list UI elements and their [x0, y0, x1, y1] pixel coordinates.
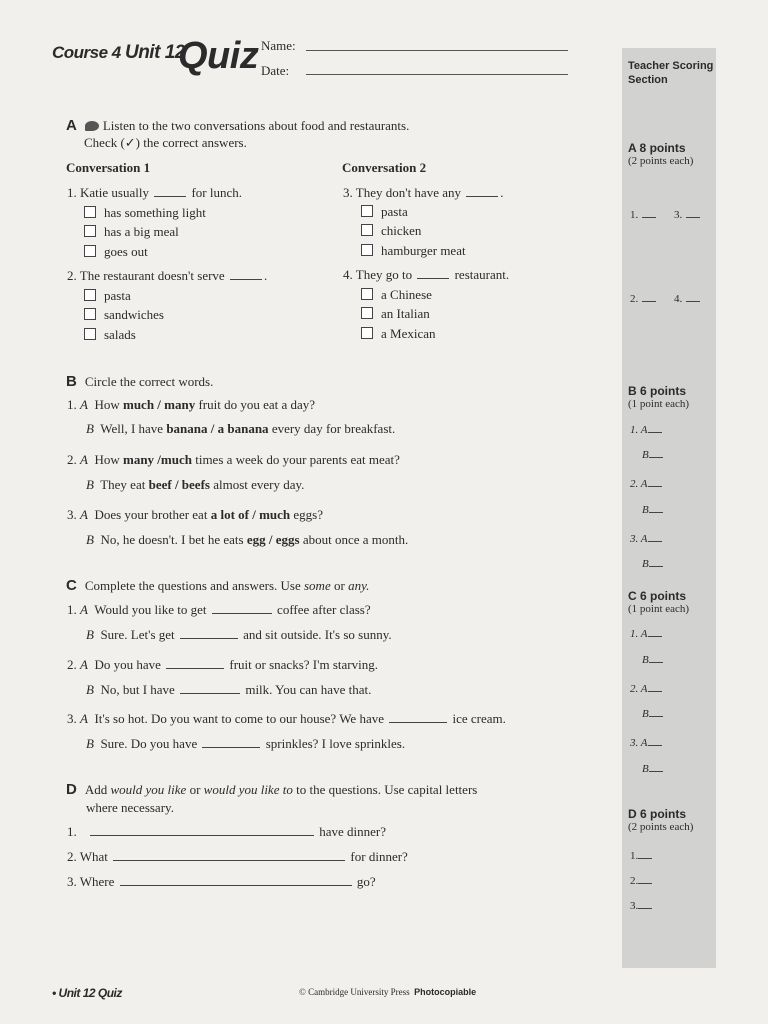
option-label: a Mexican — [381, 326, 436, 341]
score-c-2b[interactable] — [642, 708, 663, 720]
a-q1-option[interactable] — [84, 224, 179, 240]
checkbox[interactable] — [84, 289, 96, 301]
b-q1b-choice[interactable]: banana / a banana — [166, 421, 269, 436]
section-d-letter: D — [66, 781, 77, 798]
c-q2-num: 2. — [67, 657, 77, 672]
score-d-sub: (2 points each) — [628, 821, 694, 833]
b-q3a — [67, 507, 323, 523]
b-q2b-choice[interactable]: beef / beefs — [148, 477, 210, 492]
c-q2b — [86, 682, 371, 698]
section-a-line1: Listen to the two conversations about food and restaurants. — [102, 118, 410, 133]
c-q2a-pre: Do you have — [94, 657, 161, 672]
score-a-2-label: 2. — [630, 293, 639, 305]
option-label: salads — [104, 327, 136, 342]
conversation-1-heading: Conversation 1 — [66, 160, 151, 175]
a-q2 — [67, 268, 267, 284]
section-a-instruction — [66, 117, 409, 134]
b-q3b-post: about once a month. — [302, 532, 409, 547]
score-a-sub: (2 points each) — [628, 155, 694, 167]
speaker-b: B — [86, 736, 94, 751]
option-label: pasta — [381, 204, 408, 219]
b-q2-num: 2. — [67, 452, 77, 467]
a-q3 — [343, 185, 504, 201]
c-q3a-post: ice cream. — [452, 711, 506, 726]
a-q1-option[interactable] — [84, 205, 206, 221]
d-q1-blank[interactable] — [90, 825, 314, 836]
c-q1b — [86, 627, 392, 643]
a-q2-option[interactable] — [84, 327, 136, 343]
b-q3b — [86, 532, 408, 548]
a-q2-pre: 2. The restaurant doesn't serve — [67, 268, 225, 283]
option-label: has a big meal — [104, 224, 179, 239]
score-a-2[interactable] — [630, 293, 656, 305]
speaker-b: B — [86, 477, 94, 492]
speaker-a: A — [80, 397, 88, 412]
c-q3a — [67, 711, 506, 727]
d-q3-num: 3. — [67, 874, 77, 889]
section-c-instruction — [66, 577, 369, 594]
score-b-1b-label: B — [642, 449, 649, 461]
score-b-3a[interactable] — [630, 533, 662, 545]
c-q3b-blank[interactable] — [202, 737, 260, 748]
score-d-1[interactable] — [630, 850, 652, 862]
d-q2-post: for dinner? — [350, 849, 408, 864]
d-q2-pre: What — [79, 849, 108, 864]
checkbox[interactable] — [361, 224, 373, 236]
b-q1a-choice[interactable]: much / many — [122, 397, 196, 412]
b-q3b-pre: No, he doesn't. I bet he eats — [100, 532, 244, 547]
a-q3-option[interactable] — [361, 243, 466, 259]
score-c-head: C 6 points — [628, 589, 687, 603]
a-q4-post: restaurant. — [454, 267, 510, 282]
date-field[interactable] — [306, 74, 568, 75]
b-q1-num: 1. — [67, 397, 77, 412]
b-q3-num: 3. — [67, 507, 77, 522]
quiz-title: Quiz — [178, 35, 259, 77]
a-q3-blank — [466, 186, 498, 197]
b-q1a-pre: How — [94, 397, 120, 412]
d-q3-post: go? — [356, 874, 376, 889]
a-q4-blank — [417, 268, 449, 279]
course-label — [52, 42, 185, 64]
a-q3-post: . — [500, 185, 504, 200]
score-b-2b[interactable] — [642, 504, 663, 516]
b-q2a — [67, 452, 400, 468]
checkbox[interactable] — [84, 225, 96, 237]
option-label: pasta — [104, 288, 131, 303]
a-q3-option[interactable] — [361, 223, 421, 239]
c-q1a-pre: Would you like to get — [94, 602, 207, 617]
speaker-a: A — [80, 711, 88, 726]
d-q3 — [67, 874, 376, 890]
checkbox[interactable] — [84, 328, 96, 340]
c-q2a-blank[interactable] — [166, 658, 224, 669]
course-number: Course 4 — [52, 43, 121, 62]
a-q4-option[interactable] — [361, 306, 430, 322]
speaker-b: B — [86, 627, 94, 642]
d-q2-num: 2. — [67, 849, 77, 864]
a-q4-option[interactable] — [361, 326, 436, 342]
listening-icon — [85, 121, 99, 131]
section-c-text: Complete the questions and answers. Use — [84, 578, 301, 593]
score-b-3b[interactable] — [642, 558, 663, 570]
score-b-2a[interactable] — [630, 478, 662, 490]
b-q3a-choice[interactable]: a lot of / much — [210, 507, 291, 522]
section-d-phrase-2: would you like to — [203, 782, 293, 797]
a-q2-option[interactable] — [84, 307, 164, 323]
a-q4-option[interactable] — [361, 287, 432, 303]
b-q1a — [67, 397, 315, 413]
option-label: a Chinese — [381, 287, 432, 302]
score-c-2a-label: 2. A — [630, 683, 648, 695]
score-d-3-label: 3. — [630, 900, 639, 912]
b-q3b-choice[interactable]: egg / eggs — [246, 532, 300, 547]
score-c-1b[interactable] — [642, 654, 663, 666]
d-q3-blank[interactable] — [120, 875, 352, 886]
option-label: has something light — [104, 205, 206, 220]
c-q1a-blank[interactable] — [212, 603, 272, 614]
score-c-1b-label: B — [642, 654, 649, 666]
score-b-1a-label: 1. A — [630, 424, 648, 436]
score-c-3a[interactable] — [630, 737, 662, 749]
c-q3a-pre: It's so hot. Do you want to come to our house? We have — [94, 711, 384, 726]
b-q2a-post: times a week do your parents eat meat? — [195, 452, 400, 467]
section-d-add: Add — [84, 782, 108, 797]
a-q1-post: for lunch. — [191, 185, 243, 200]
score-b-2b-label: B — [642, 504, 649, 516]
checkbox[interactable] — [361, 327, 373, 339]
score-c-sub: (1 point each) — [628, 603, 690, 615]
score-b-3b-label: B — [642, 558, 649, 570]
c-q1-num: 1. — [67, 602, 77, 617]
score-d-2-label: 2. — [630, 875, 639, 887]
d-q1-post: have dinner? — [319, 824, 387, 839]
footer-unit-label: • Unit 12 Quiz — [52, 986, 122, 1000]
section-b-letter: B — [66, 373, 77, 390]
a-q4-pre: 4. They go to — [343, 267, 413, 282]
c-q1b-pre: Sure. Let's get — [100, 627, 175, 642]
c-q1b-blank[interactable] — [180, 628, 238, 639]
a-q4 — [343, 267, 509, 283]
score-c-2a[interactable] — [630, 683, 662, 695]
score-b-1b[interactable] — [642, 449, 663, 461]
score-b-1a[interactable] — [630, 424, 662, 436]
c-q2b-blank[interactable] — [180, 683, 240, 694]
a-q2-blank — [230, 269, 262, 280]
score-d-head: D 6 points — [628, 807, 687, 821]
checkbox[interactable] — [361, 307, 373, 319]
speaker-b: B — [86, 682, 94, 697]
section-d-phrase-1: would you like — [110, 782, 187, 797]
c-q2b-post: milk. You can have that. — [245, 682, 372, 697]
d-q1 — [67, 824, 386, 840]
photocopiable-text: Photocopiable — [414, 987, 477, 997]
c-q2a-post: fruit or snacks? I'm starving. — [229, 657, 378, 672]
c-q3a-blank[interactable] — [389, 712, 447, 723]
unit-number: Unit 12 — [124, 42, 185, 63]
c-q1a-post: coffee after class? — [277, 602, 371, 617]
score-a-head: A 8 points — [628, 141, 686, 155]
c-q1b-post: and sit outside. It's so sunny. — [243, 627, 392, 642]
c-q3b-post: sprinkles? I love sprinkles. — [265, 736, 406, 751]
option-label: chicken — [381, 223, 422, 238]
c-q3b-pre: Sure. Do you have — [100, 736, 198, 751]
section-c-some: some — [304, 578, 331, 593]
option-label: sandwiches — [104, 307, 164, 322]
score-b-head: B 6 points — [628, 384, 687, 398]
c-q3b — [86, 736, 405, 752]
checkbox[interactable] — [361, 288, 373, 300]
c-q2a — [67, 657, 378, 673]
checkbox[interactable] — [84, 206, 96, 218]
section-d-instruction — [66, 781, 477, 798]
b-q2b — [86, 477, 304, 493]
score-b-sub: (1 point each) — [628, 398, 690, 410]
scoring-title-2: Section — [628, 74, 668, 86]
score-a-3[interactable] — [674, 209, 700, 221]
score-c-3b-label: B — [642, 763, 649, 775]
b-q3a-post: eggs? — [293, 507, 324, 522]
c-q1a — [67, 602, 371, 618]
score-c-1a-label: 1. A — [630, 628, 648, 640]
score-a-4-label: 4. — [674, 293, 683, 305]
score-c-3a-label: 3. A — [630, 737, 648, 749]
section-d-or: or — [189, 782, 201, 797]
d-q2-blank[interactable] — [113, 850, 345, 861]
a-q3-option[interactable] — [361, 204, 408, 220]
scoring-title-1: Teacher Scoring — [628, 60, 714, 72]
a-q1-pre: 1. Katie usually — [67, 185, 149, 200]
score-c-2b-label: B — [642, 708, 649, 720]
section-c-or: or — [333, 578, 345, 593]
option-label: hamburger meat — [381, 243, 466, 258]
checkbox[interactable] — [361, 205, 373, 217]
section-d-line2: where necessary. — [86, 800, 174, 815]
a-q1-option[interactable] — [84, 244, 148, 260]
name-field[interactable] — [306, 50, 568, 51]
checkbox[interactable] — [84, 245, 96, 257]
d-q1-num: 1. — [67, 824, 77, 839]
speaker-a: A — [80, 507, 88, 522]
a-q2-post: . — [263, 268, 268, 283]
section-a-letter: A — [66, 117, 77, 134]
date-label: Date: — [261, 63, 290, 78]
b-q1b-post: every day for breakfast. — [271, 421, 396, 436]
score-a-3-label: 3. — [674, 209, 683, 221]
b-q1b — [86, 421, 395, 437]
option-label: goes out — [104, 244, 148, 259]
score-a-1-label: 1. — [630, 209, 639, 221]
copyright-text: © Cambridge University Press — [299, 987, 410, 997]
name-label: Name: — [261, 38, 296, 53]
score-a-4[interactable] — [674, 293, 700, 305]
a-q3-pre: 3. They don't have any — [343, 185, 461, 200]
section-a-line2: Check (✓) the correct answers. — [84, 135, 247, 150]
b-q2b-pre: They eat — [100, 477, 146, 492]
b-q2b-post: almost every day. — [213, 477, 305, 492]
c-q3-num: 3. — [67, 711, 77, 726]
a-q1 — [67, 185, 242, 201]
section-b-instruction — [66, 373, 213, 390]
a-q2-option[interactable] — [84, 288, 131, 304]
score-b-2a-label: 2. A — [630, 478, 648, 490]
score-c-1a[interactable] — [630, 628, 662, 640]
speaker-a: A — [80, 657, 88, 672]
section-c-letter: C — [66, 577, 77, 594]
score-d-3[interactable] — [630, 900, 652, 912]
score-d-2[interactable] — [630, 875, 652, 887]
speaker-a: A — [80, 452, 88, 467]
speaker-a: A — [80, 602, 88, 617]
section-c-any: any. — [348, 578, 370, 593]
speaker-b: B — [86, 532, 94, 547]
score-d-1-label: 1. — [630, 850, 639, 862]
b-q2a-pre: How — [94, 452, 120, 467]
footer-copyright — [299, 987, 476, 997]
b-q1a-post: fruit do you eat a day? — [198, 397, 316, 412]
d-q3-pre: Where — [79, 874, 115, 889]
c-q2b-pre: No, but I have — [100, 682, 175, 697]
checkbox[interactable] — [84, 308, 96, 320]
score-a-1[interactable] — [630, 209, 656, 221]
score-c-3b[interactable] — [642, 763, 663, 775]
b-q1b-pre: Well, I have — [100, 421, 164, 436]
b-q2a-choice[interactable]: many /much — [122, 452, 192, 467]
option-label: an Italian — [381, 306, 430, 321]
checkbox[interactable] — [361, 244, 373, 256]
d-q2 — [67, 849, 408, 865]
section-d-text: to the questions. Use capital letters — [296, 782, 478, 797]
speaker-b: B — [86, 421, 94, 436]
section-b-text: Circle the correct words. — [84, 374, 214, 389]
a-q1-blank — [154, 186, 186, 197]
b-q3a-pre: Does your brother eat — [94, 507, 208, 522]
score-b-3a-label: 3. A — [630, 533, 648, 545]
conversation-2-heading: Conversation 2 — [342, 160, 427, 175]
